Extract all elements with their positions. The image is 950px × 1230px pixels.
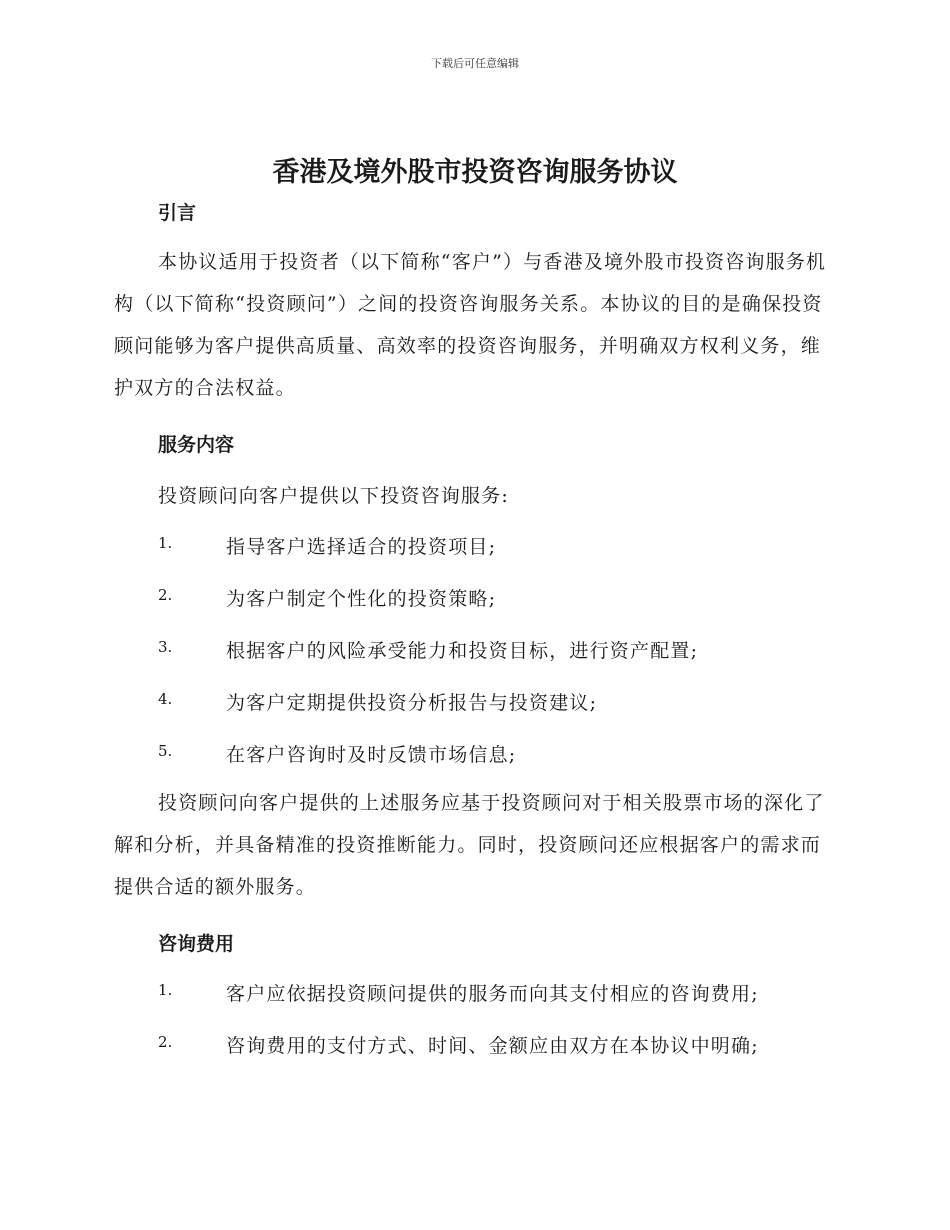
list-number: 1. [158,534,173,552]
list-number: 3. [158,638,173,656]
list-text: 根据客户的风险承受能力和投资目标，进行资产配置; [226,640,699,662]
services-closing-paragraph: 投资顾问向客户提供的上述服务应基于投资顾问对于相关股票市场的深化了解和分析，并具备精准的投资推断能力。同时，投资顾问还应根据客户的需求而提供合适的额外服务。 [114,792,825,898]
list-text: 指导客户选择适合的投资项目; [226,536,497,558]
list-number: 4. [158,690,173,708]
list-text: 为客户制定个性化的投资策略; [226,588,497,610]
list-text: 在客户咨询时及时反馈市场信息; [226,744,517,766]
list-number: 5. [158,742,173,760]
section-heading-fees: 咨询费用 [158,933,235,955]
list-number: 2. [158,586,173,604]
list-text: 咨询费用的支付方式、时间、金额应由双方在本协议中明确; [226,1035,759,1057]
list-text: 为客户定期提供投资分析报告与投资建议; [226,692,598,714]
services-lead: 投资顾问向客户提供以下投资咨询服务: [158,485,510,507]
document-title: 香港及境外股市投资咨询服务协议 [272,157,678,188]
intro-paragraph: 本协议适用于投资者（以下简称“客户”）与香港及境外股市投资咨询服务机构（以下简称“投资顾问”）之间的投资咨询服务关系。本协议的目的是确保投资顾问能够为客户提供高质量、高效率的投资咨询服务，并明确双方权利义务，维护双方的合法权益。 [114,251,827,399]
list-number: 2. [158,1033,173,1051]
section-heading-intro: 引言 [158,202,197,224]
section-heading-services: 服务内容 [158,434,235,456]
header-note: 下载后可任意编辑 [431,57,519,70]
list-text: 客户应依据投资顾问提供的服务而向其支付相应的咨询费用; [226,983,759,1005]
list-number: 1. [158,981,173,999]
